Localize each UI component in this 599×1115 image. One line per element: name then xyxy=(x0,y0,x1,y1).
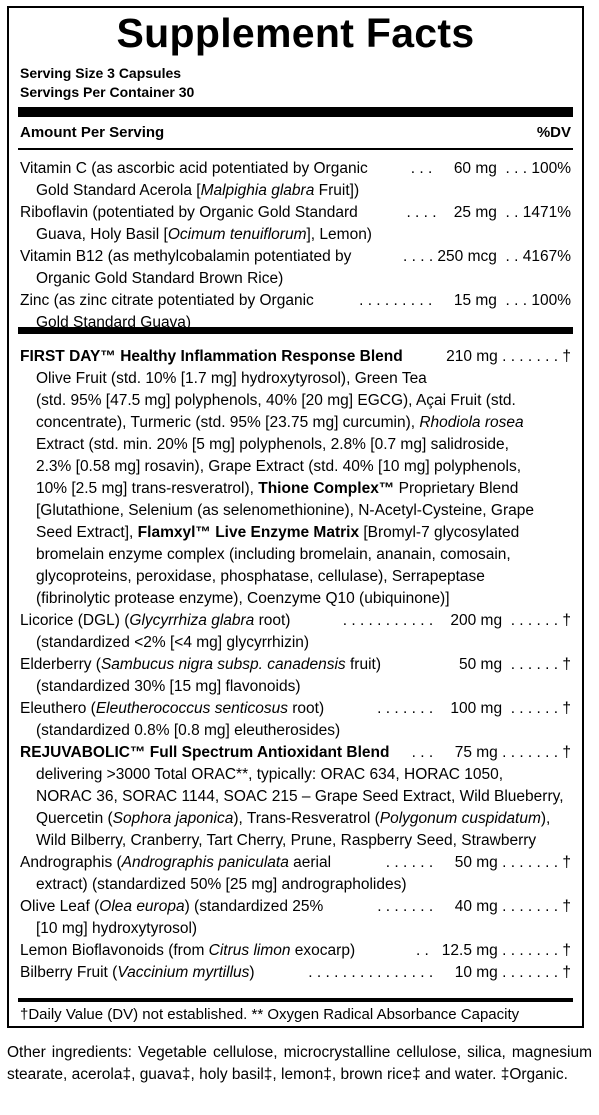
ingredient-text: [10 mg] hydroxytyrosol) xyxy=(36,920,198,937)
ingredient-text: Fruit]) xyxy=(314,182,360,199)
ingredient-text: Organic Gold Standard Brown Rice) xyxy=(36,270,284,287)
thin-divider xyxy=(18,148,573,150)
ingredient-line xyxy=(20,346,571,368)
ingredient-text: root) xyxy=(254,612,291,629)
ingredient-line xyxy=(20,896,571,918)
ingredient-continuation-line xyxy=(36,434,571,456)
ingredient-continuation-line xyxy=(36,588,571,610)
ingredient-text: (fibrinolytic protease enzyme), Coenzyme Q10 (ubiquinone)] xyxy=(36,590,450,607)
amount-dv: . . . . . . . . . . . 200 mg . . . . . . † xyxy=(340,610,571,632)
amount-dv: 50 mg . . . . . . † xyxy=(456,654,571,676)
ingredient-text: Guava, Holy Basil [ xyxy=(36,226,168,243)
ingredient-continuation-line xyxy=(36,224,571,246)
ingredient-text: Wild Bilberry, Cranberry, Tart Cherry, Prune, Raspberry Seed, Strawberry xyxy=(36,832,537,849)
ingredient-continuation-line xyxy=(36,544,571,566)
ingredient-text: fruit) xyxy=(345,656,381,673)
ingredient-continuation-line xyxy=(36,268,571,290)
other-ingredients: Other ingredients: Vegetable cellulose, microcrystalline cellulose, silica, magnesium stearate, acerola‡, guava‡, holy basil‡, lemon‡, brown rice‡ and water. ‡Organic. xyxy=(7,1044,592,1083)
amount-dv: 210 mg . . . . . . . † xyxy=(443,346,571,368)
ingredient-line xyxy=(20,962,571,984)
ingredient-text: ], Lemon) xyxy=(306,226,372,243)
panel-title: Supplement Facts xyxy=(116,10,475,56)
amount-dv: . . . . . . . . . . . . . . . 10 mg . . . . . . . † xyxy=(305,962,571,984)
ingredient-text: Extract (std. min. 20% [5 mg] polyphenols, 2.8% [0.7 mg] salidroside, xyxy=(36,436,509,453)
ingredient-line xyxy=(20,610,571,632)
ingredient-text: Eleutherococcus senticosus xyxy=(95,700,288,717)
ingredient-continuation-line xyxy=(36,180,571,202)
ingredient-continuation-line xyxy=(36,676,571,698)
amount-dv: . . . . . . . . . 15 mg . . . 100% xyxy=(356,290,571,312)
ingredient-line xyxy=(20,290,571,312)
ingredient-line xyxy=(20,940,571,962)
column-header xyxy=(20,124,571,142)
ingredient-continuation-line xyxy=(36,390,571,412)
ingredient-text: Vitamin B12 (as methylcobalamin potentiated by xyxy=(20,248,352,265)
ingredient-line xyxy=(20,654,571,676)
amount-dv: . . . . 25 mg . . 1471% xyxy=(403,202,571,224)
ingredient-text: Flamxyl™ Live Enzyme Matrix xyxy=(137,524,360,541)
ingredient-text: Polygonum cuspidatum xyxy=(379,810,541,827)
ingredient-text: FIRST DAY™ Healthy Inflammation Response Blend xyxy=(20,348,403,365)
ingredient-text: Bilberry Fruit ( xyxy=(20,964,118,981)
ingredient-text: [Bromyl-7 glycosylated xyxy=(359,524,520,541)
ingredient-text: Andrographis ( xyxy=(20,854,122,871)
ingredient-continuation-line xyxy=(36,500,571,522)
amount-dv: . . . 60 mg . . . 100% xyxy=(408,158,571,180)
ingredient-text: (std. 95% [47.5 mg] polyphenols, 40% [20 mg] EGCG), Açai Fruit (std. xyxy=(36,392,516,409)
amount-dv: . . . . . . . 40 mg . . . . . . . † xyxy=(374,896,571,918)
ingredient-text: extract) (standardized 50% [25 mg] andrographolides) xyxy=(36,876,407,893)
ingredient-text: ) (standardized 25% xyxy=(184,898,324,915)
ingredient-continuation-line xyxy=(36,456,571,478)
ingredient-text: Quercetin ( xyxy=(36,810,113,827)
ingredient-line xyxy=(20,852,571,874)
ingredient-text: Olive Leaf ( xyxy=(20,898,100,915)
ingredient-text: delivering >3000 Total ORAC**, typically: ORAC 634, HORAC 1050, xyxy=(36,766,504,783)
ingredient-text: 10% [2.5 mg] trans-resveratrol), xyxy=(36,480,259,497)
ingredient-text: Riboflavin (potentiated by Organic Gold Standard xyxy=(20,204,358,221)
footnote: †Daily Value (DV) not established. ** Oxygen Radical Absorbance Capacity xyxy=(20,1006,520,1023)
ingredient-text: bromelain enzyme complex (including bromelain, ananain, comosain, xyxy=(36,546,511,563)
ingredient-continuation-line xyxy=(36,412,571,434)
amount-per-serving-label: Amount Per Serving xyxy=(20,124,165,141)
ingredient-continuation-line xyxy=(36,312,571,334)
ingredient-continuation-line xyxy=(36,874,571,896)
ingredient-line xyxy=(20,742,571,764)
ingredient-text: Sambucus nigra subsp. canadensis xyxy=(100,656,346,673)
ingredient-continuation-line xyxy=(36,918,571,940)
ingredient-text: Malpighia glabra xyxy=(200,182,315,199)
ingredient-continuation-line xyxy=(36,764,571,786)
ingredient-continuation-line xyxy=(36,830,571,852)
ingredient-text: Eleuthero ( xyxy=(20,700,96,717)
ingredient-line xyxy=(20,246,571,268)
thick-divider xyxy=(18,107,573,117)
amount-dv: . . . . . . . 100 mg . . . . . . † xyxy=(374,698,571,720)
ingredient-continuation-line xyxy=(36,720,571,742)
ingredient-text: Olive Fruit (std. 10% [1.7 mg] hydroxytyrosol), Green Tea xyxy=(36,370,427,387)
ingredient-text: 2.3% [0.58 mg] rosavin), Grape Extract (std. 40% [10 mg] polyphenols, xyxy=(36,458,522,475)
supplement-facts-panel xyxy=(7,6,584,1028)
ingredient-text: Vaccinium myrtillus xyxy=(117,964,250,981)
ingredient-text: Licorice (DGL) ( xyxy=(20,612,130,629)
ingredient-continuation-line xyxy=(36,808,571,830)
ingredient-text: Rhodiola rosea xyxy=(419,414,524,431)
ingredient-text: Andrographis paniculata xyxy=(121,854,289,871)
ingredient-text: Gold Standard Guava) xyxy=(36,314,192,331)
ingredient-text: Vitamin C (as ascorbic acid potentiated by Organic xyxy=(20,160,368,177)
ingredient-text: Gold Standard Acerola [ xyxy=(36,182,201,199)
ingredient-text: (standardized <2% [<4 mg] glycyrrhizin) xyxy=(36,634,310,651)
ingredient-text: Citrus limon xyxy=(208,942,291,959)
ingredient-text: Zinc (as zinc citrate potentiated by Organic xyxy=(20,292,314,309)
ingredient-line xyxy=(20,158,571,180)
ingredient-text: Lemon Bioflavonoids (from xyxy=(20,942,209,959)
ingredient-text: exocarp) xyxy=(290,942,356,959)
ingredient-text: Sophora japonica xyxy=(112,810,234,827)
ingredient-text: aerial xyxy=(288,854,332,871)
ingredient-line xyxy=(20,202,571,224)
ingredient-continuation-line xyxy=(36,786,571,808)
ingredient-text: Seed Extract], xyxy=(36,524,138,541)
ingredient-text: NORAC 36, SORAC 1144, SOAC 215 – Grape Seed Extract, Wild Blueberry, xyxy=(36,788,564,805)
amount-dv: . . 12.5 mg . . . . . . . † xyxy=(413,940,571,962)
ingredient-continuation-line xyxy=(36,566,571,588)
ingredient-continuation-line xyxy=(36,632,571,654)
ingredient-text: ), Trans-Resveratrol ( xyxy=(233,810,380,827)
ingredient-text: [Glutathione, Selenium (as selenomethionine), N-Acetyl-Cysteine, Grape xyxy=(36,502,534,519)
ingredient-text: Proprietary Blend xyxy=(394,480,519,497)
servings-per-container: Servings Per Container 30 xyxy=(20,84,195,100)
ingredient-continuation-line xyxy=(36,478,571,500)
ingredient-text: ) xyxy=(249,964,255,981)
ingredient-text: REJUVABOLIC™ Full Spectrum Antioxidant Blend xyxy=(20,744,390,761)
bottom-divider xyxy=(18,998,573,1002)
ingredient-text: Glycyrrhiza glabra xyxy=(129,612,255,629)
ingredient-text: glycoproteins, peroxidase, phosphatase, cellulase), Serrapeptase xyxy=(36,568,485,585)
amount-dv: . . . . 250 mcg . . 4167% xyxy=(400,246,571,268)
serving-size: Serving Size 3 Capsules xyxy=(20,65,182,81)
ingredient-line xyxy=(20,698,571,720)
ingredient-text: (standardized 30% [15 mg] flavonoids) xyxy=(36,678,301,695)
ingredient-text: Elderberry ( xyxy=(20,656,101,673)
ingredient-text: root) xyxy=(287,700,325,717)
ingredient-text: Olea europa xyxy=(99,898,185,915)
ingredient-text: Ocimum tenuiflorum xyxy=(167,226,307,243)
amount-dv: . . . 75 mg . . . . . . . † xyxy=(409,742,571,764)
ingredient-text: ), xyxy=(540,810,551,827)
ingredient-text: (standardized 0.8% [0.8 mg] eleutherosides) xyxy=(36,722,341,739)
amount-dv: . . . . . . 50 mg . . . . . . . † xyxy=(383,852,571,874)
ingredient-text: concentrate), Turmeric (std. 95% [23.75 mg] curcumin), xyxy=(36,414,420,431)
ingredient-continuation-line xyxy=(36,522,571,544)
dv-label: %DV xyxy=(536,124,571,141)
ingredient-text: Thione Complex™ xyxy=(258,480,395,497)
ingredient-continuation-line xyxy=(36,368,571,390)
